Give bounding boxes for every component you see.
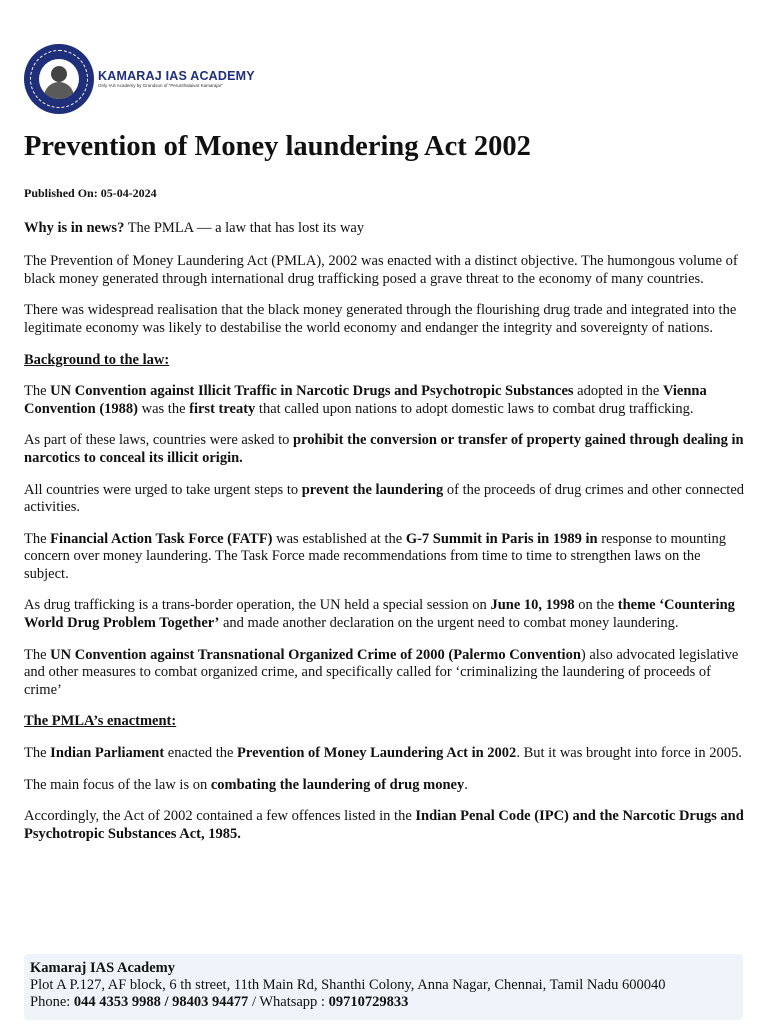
article [24,130,744,843]
article-title: Prevention of Money laundering Act 2002 [24,131,531,162]
paragraph: As drug trafficking is a trans-border operation, the UN held a special session on June 10, 1998 on the theme ‘Countering World Drug Problem Together’ and made another declaration on the urgent need to combat money laundering. [24,597,735,632]
whatsapp-number: 09710729833 [328,994,409,1010]
phone-numbers: 044 4353 9988 / 98403 94477 [73,994,249,1010]
paragraph: Accordingly, the Act of 2002 contained a few offences listed in the Indian Penal Code (IPC) and the Narcotic Drugs and Psychotropic Substances Act, 1985. [24,808,744,842]
academy-seal-logo [24,44,94,114]
paragraph: All countries were urged to take urgent steps to prevent the laundering of the proceeds of drug crimes and other connected activities. [24,481,745,516]
footer-address: Plot A P.127, AF block, 6 th street, 11th Main Rd, Shanthi Colony, Anna Nagar, Chennai, Tamil Nadu 600040 [30,977,666,993]
paragraph: The UN Convention against Transnational Organized Crime of 2000 (Palermo Convention) also advocated legislative and other measures to combat organized crime, and specifically called for ‘criminalizing the laundering of proceeds of crime’ [24,646,739,698]
section-heading-enactment: The PMLA’s enactment: [24,713,177,730]
published-date: Published On: 05-04-2024 [24,186,157,201]
academy-header [24,44,255,114]
news-label: Why is in news? [24,219,125,236]
news-text: The PMLA — a law that has lost its way [124,219,365,236]
brand-tagline: Only IAS Academy by Grandson of "Perunthalaivar Kamarajar" [98,83,224,88]
paragraph: The main focus of the law is on combating the laundering of drug money. [24,776,468,793]
brand-name: KAMARAJ IAS ACADEMY [98,68,255,83]
footer-contact-line: Phone: 044 4353 9988 / 98403 94477 / Whatsapp : 09710729833 [30,994,409,1010]
contact-footer [24,954,743,1020]
paragraph: The Indian Parliament enacted the Prevention of Money Laundering Act in 2002. But it was brought into force in 2005. [24,745,742,762]
paragraph: As part of these laws, countries were asked to prohibit the conversion or transfer of property gained through dealing in narcotics to conceal its illicit origin. [24,432,744,466]
founder-portrait [39,59,79,99]
paragraph: The Financial Action Task Force (FATF) was established at the G-7 Summit in Paris in 1989 in response to mounting concern over money laundering. The Task Force made recommendations from time to time to strengthen laws on the subject. [24,530,727,582]
paragraph: There was widespread realisation that the black money generated through the flourishing drug trade and integrated into the legitimate economy was likely to destabilise the world economy and endanger the integrity and sovereignty of nations. [24,302,737,336]
news-line [24,220,744,238]
paragraph: The Prevention of Money Laundering Act (PMLA), 2002 was enacted with a distinct objective. The humongous volume of black money generated through international drug trafficking posed a grave threat to the economy of many countries. [24,253,738,287]
section-heading-background: Background to the law: [24,351,170,368]
paragraph: The UN Convention against Illicit Traffic in Narcotic Drugs and Psychotropic Substances adopted in the Vienna Convention (1988) was the first treaty that called upon nations to adopt domestic laws to combat drug trafficking. [24,383,707,417]
brand-block [98,70,255,89]
footer-academy-name: Kamaraj IAS Academy [30,960,175,976]
